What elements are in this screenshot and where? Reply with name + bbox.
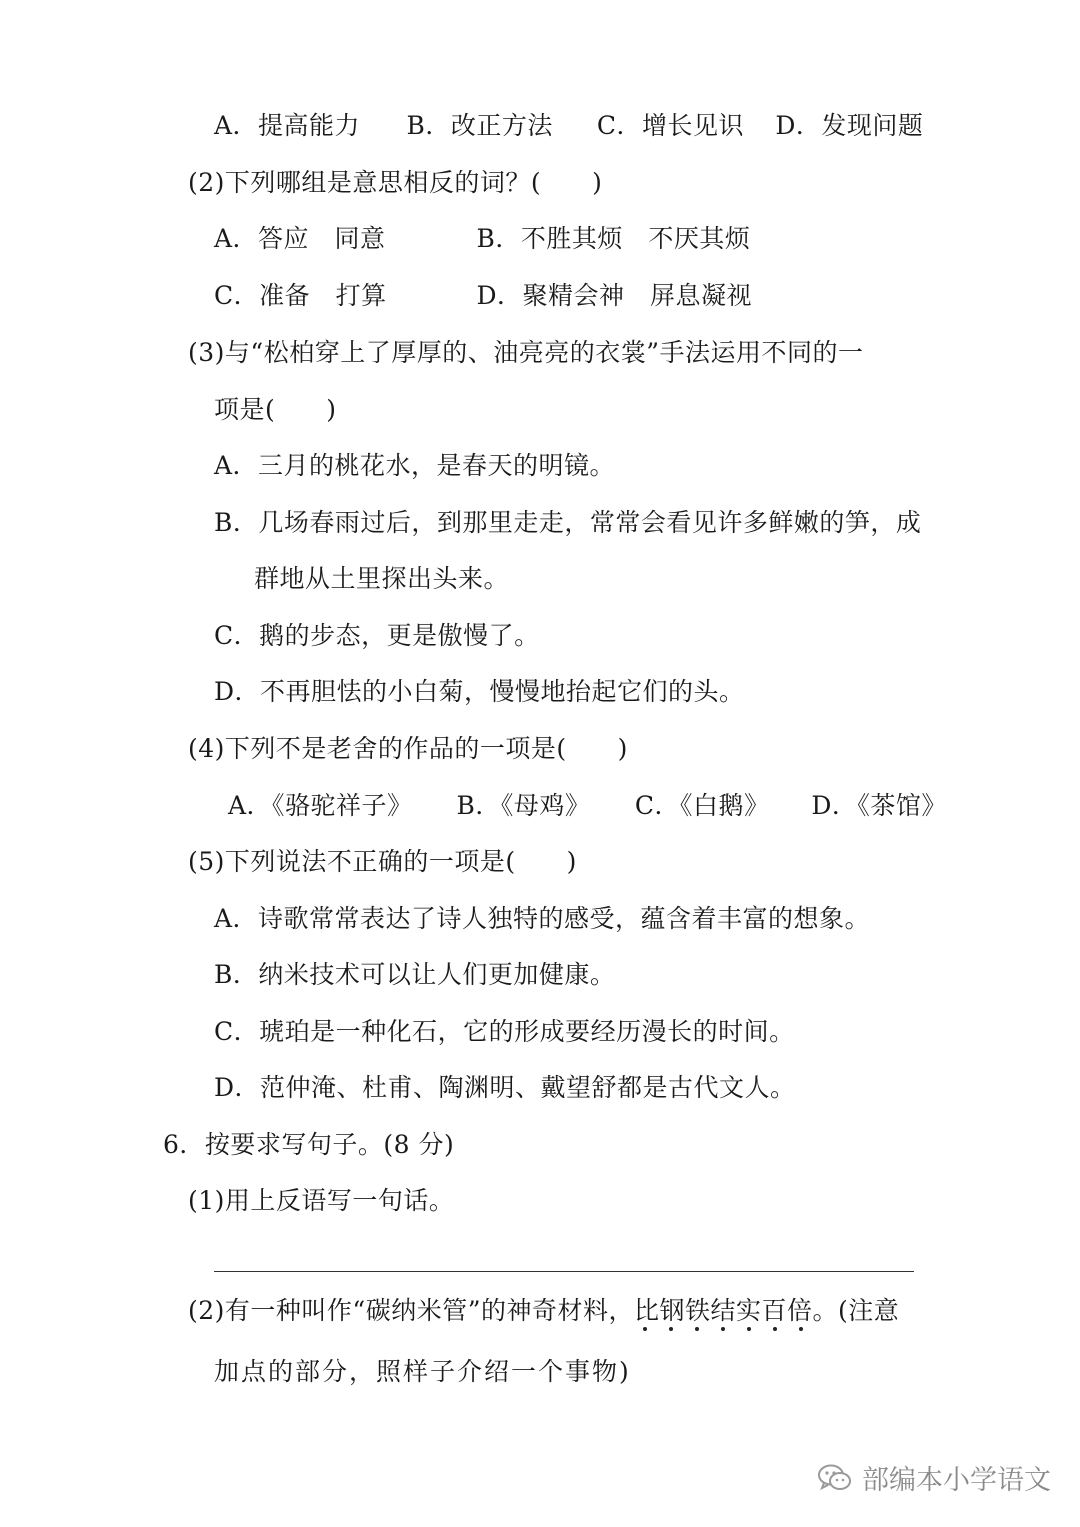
q5-3-option-a: A．三月的桃花水，是春天的明镜。 — [214, 451, 616, 480]
q5-5-option-c: C．琥珀是一种化石，它的形成要经历漫长的时间。 — [214, 1017, 795, 1046]
q5-2-option-a: A．答应 同意 — [214, 224, 386, 253]
q5-2-options-row1 — [214, 219, 750, 259]
q5-4-option-d: D．《茶馆》 — [811, 791, 947, 820]
q5-5-option-d: D．范仲淹、杜甫、陶渊明、戴望舒都是古代文人。 — [214, 1073, 796, 1102]
q5-4-option-b: B．《母鸡》 — [456, 791, 591, 820]
q5-2-stem: (2)下列哪组是意思相反的词？( ) — [188, 168, 603, 197]
q5-3-option-d: D．不再胆怯的小白菊，慢慢地抬起它们的头。 — [214, 677, 745, 706]
q5-1-options — [214, 106, 923, 146]
q5-3-option-b-line2: 群地从土里探出头来。 — [254, 564, 510, 593]
q6-sub2-line2: 加点的部分，照样子介绍一个事物) — [214, 1357, 631, 1386]
q5-1-option-c: C．增长见识 — [596, 111, 745, 140]
q6-sub2-line1 — [188, 1291, 899, 1331]
q5-4-stem: (4)下列不是老舍的作品的一项是( ) — [188, 734, 628, 763]
q5-5-option-b: B．纳米技术可以让人们更加健康。 — [214, 960, 616, 989]
q5-3-stem-line2: 项是( ) — [214, 395, 337, 424]
q5-5-stem: (5)下列说法不正确的一项是( ) — [188, 847, 577, 876]
q5-4-option-a: A．《骆驼祥子》 — [228, 791, 413, 820]
q6-title: 6．按要求写句子。(8 分) — [163, 1130, 455, 1159]
q5-4-options — [228, 786, 947, 826]
q5-1-option-a: A．提高能力 — [214, 111, 361, 140]
q5-1-option-b: B．改正方法 — [406, 111, 553, 140]
watermark — [818, 1458, 1051, 1497]
q6-sub1: (1)用上反语写一句话。 — [188, 1186, 455, 1215]
q5-3-stem-line1: (3)与“松柏穿上了厚厚的、油亮亮的衣裳”手法运用不同的一 — [188, 338, 864, 367]
q5-1-option-d: D．发现问题 — [775, 111, 924, 140]
q5-4-option-c: C．《白鹅》 — [634, 791, 770, 820]
watermark-text: 部编本小学语文 — [862, 1465, 1051, 1496]
q5-5-option-a: A．诗歌常常表达了诗人独特的感受，蕴含着丰富的想象。 — [214, 904, 871, 933]
q5-3-option-b-line1: B．几场春雨过后，到那里走走，常常会看见许多鲜嫩的笋，成 — [214, 508, 922, 537]
q6-sub2-part1: (2)有一种叫作“碳纳米管”的神奇材料， — [188, 1296, 634, 1325]
q5-2-option-d: D．聚精会神 屏息凝视 — [476, 281, 752, 310]
wechat-icon — [818, 1464, 852, 1492]
answer-line[interactable] — [214, 1271, 914, 1272]
q6-sub2-part2: 。(注意 — [812, 1296, 900, 1325]
q5-2-option-b: B．不胜其烦 不厌其烦 — [476, 224, 751, 253]
q5-3-option-c: C．鹅的步态，更是傲慢了。 — [214, 621, 540, 650]
q6-sub2-dotted-phrase — [634, 1296, 813, 1325]
q5-2-option-c: C．准备 打算 — [214, 281, 387, 310]
q5-2-options-row2 — [214, 276, 752, 316]
dotted-phrase-text: 比钢铁结实百倍 — [633, 1296, 813, 1325]
